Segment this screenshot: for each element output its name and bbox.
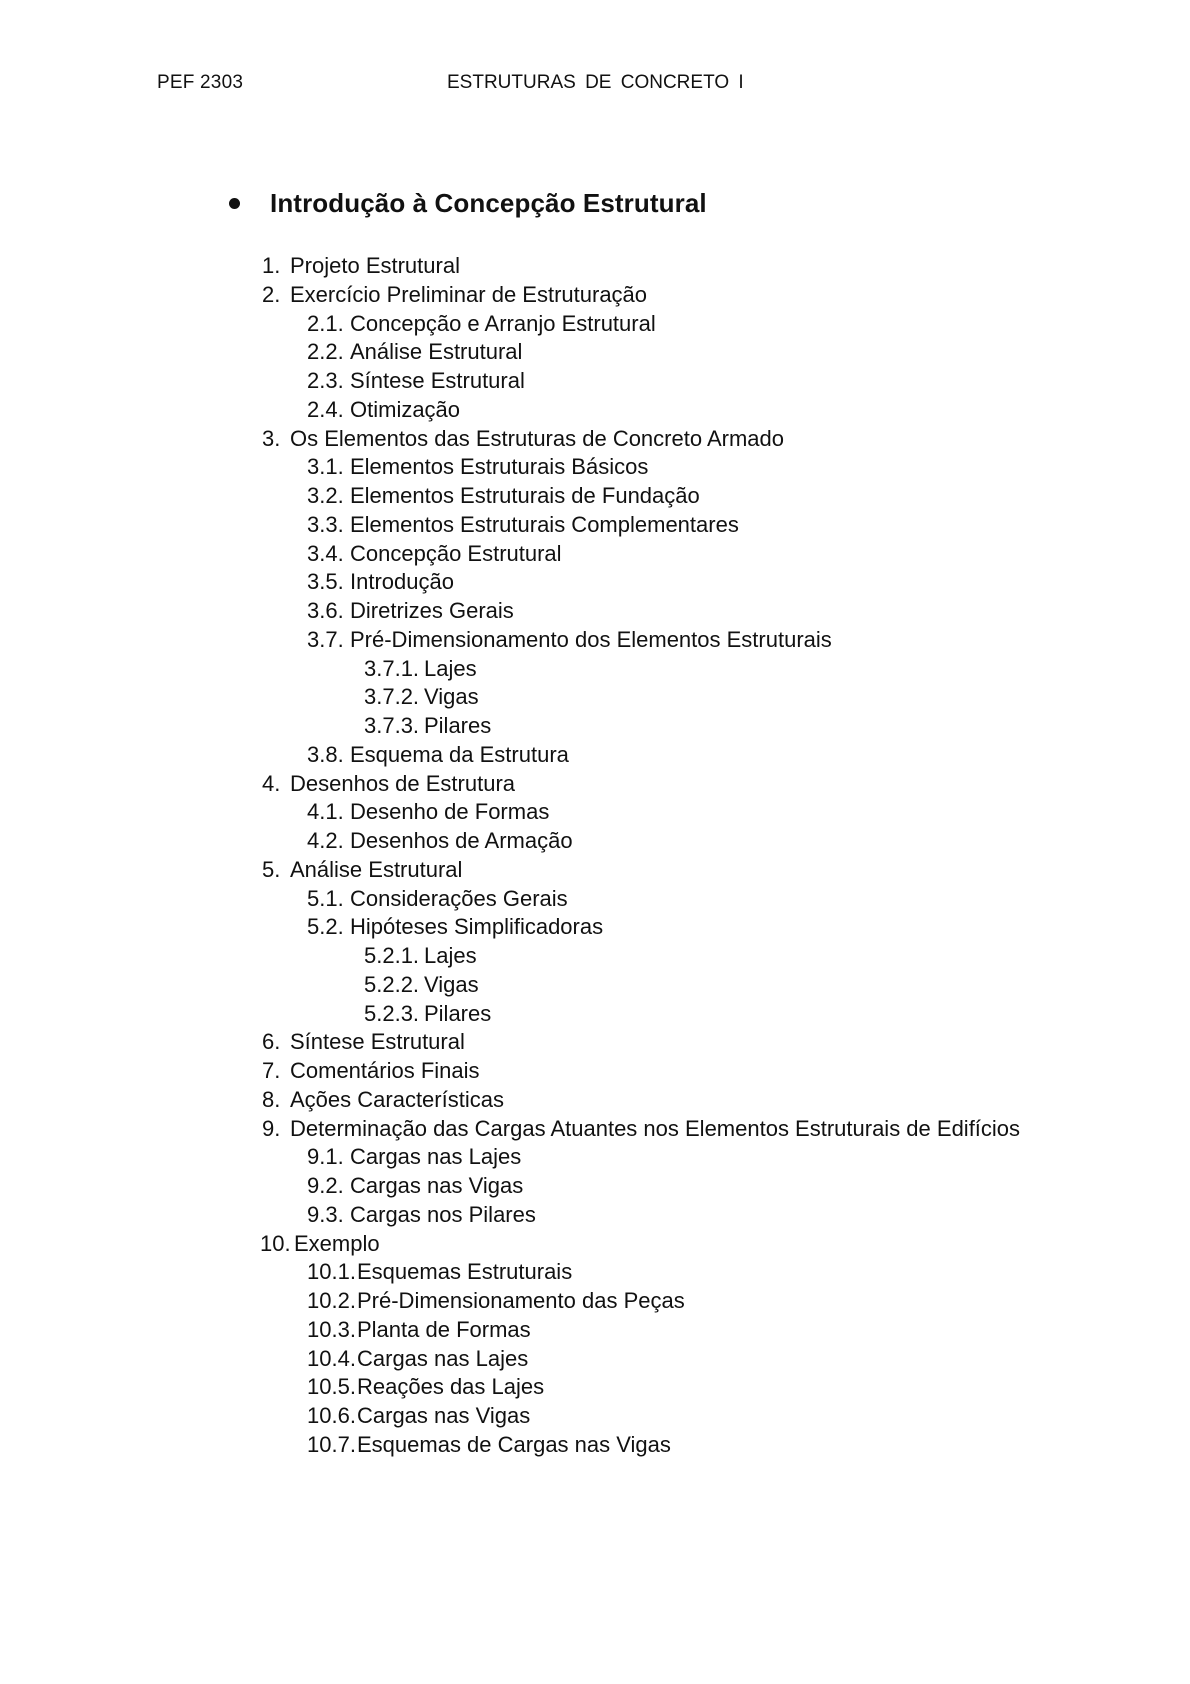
- toc-item-label: Cargas nos Pilares: [350, 1201, 536, 1227]
- toc-item-number: 10.6.: [307, 1403, 356, 1428]
- toc-item: [0, 1115, 1190, 1144]
- toc-item-number: 5.2.: [307, 914, 344, 940]
- toc-item: [0, 1402, 1190, 1431]
- toc-item: [0, 482, 1190, 511]
- toc-item: [0, 942, 1190, 971]
- toc-item: [0, 540, 1190, 569]
- section-title: Introdução à Concepção Estrutural: [270, 187, 707, 218]
- toc-item-label: Vigas: [424, 684, 479, 710]
- toc-item-number: 10.5.: [307, 1374, 356, 1400]
- toc-item-label: Cargas nas Vigas: [350, 1173, 524, 1198]
- toc-item-label: Introdução: [350, 569, 454, 595]
- toc-item-label: Esquemas Estruturais: [357, 1259, 573, 1285]
- toc-item-label: Desenho de Formas: [350, 799, 550, 825]
- table-of-contents: [0, 252, 1190, 1460]
- toc-item: [0, 1258, 1190, 1287]
- toc-item: [0, 1201, 1190, 1230]
- toc-item-number: 3.6.: [307, 598, 344, 623]
- toc-item-number: 3.4.: [307, 540, 344, 566]
- toc-item-label: Considerações Gerais: [350, 885, 568, 911]
- toc-item-label: Exercício Preliminar de Estruturação: [290, 281, 648, 307]
- toc-item: [0, 1172, 1190, 1201]
- toc-item-number: 9.: [262, 1115, 281, 1141]
- toc-item-label: Exemplo: [294, 1230, 380, 1256]
- toc-item: [0, 856, 1190, 885]
- toc-item: [0, 597, 1190, 626]
- toc-item: [0, 827, 1190, 856]
- toc-item-number: 9.1.: [307, 1144, 344, 1170]
- toc-item-label: Síntese Estrutural: [290, 1029, 465, 1055]
- toc-item-number: 5.2.2.: [364, 971, 420, 997]
- toc-item-number: 6.: [262, 1029, 281, 1055]
- course-title: ESTRUTURAS DE CONCRETO I: [447, 72, 744, 93]
- toc-item-number: 3.7.1.: [364, 655, 420, 681]
- toc-item: [0, 310, 1190, 339]
- toc-item-label: Análise Estrutural: [350, 339, 523, 365]
- toc-item-number: 3.7.2.: [364, 684, 420, 710]
- toc-item-number: 2.1.: [307, 310, 344, 336]
- toc-item: [0, 885, 1190, 914]
- toc-item-number: 2.3.: [307, 368, 344, 393]
- toc-item-label: Esquema da Estrutura: [350, 741, 569, 767]
- toc-item-number: 2.: [262, 281, 281, 307]
- toc-item: [0, 425, 1190, 454]
- toc-item-number: 3.7.: [307, 626, 344, 652]
- toc-item-label: Determinação das Cargas Atuantes nos Elementos Estruturais de Edifícios: [290, 1115, 1021, 1141]
- toc-item-number: 7.: [262, 1058, 281, 1083]
- toc-item-number: 3.5.: [307, 569, 344, 595]
- toc-item-label: Concepção e Arranjo Estrutural: [350, 310, 656, 336]
- toc-item-number: 4.: [262, 770, 281, 796]
- toc-item-label: Vigas: [424, 971, 479, 997]
- toc-item-label: Planta de Formas: [357, 1316, 531, 1342]
- bullet-icon: [229, 198, 240, 209]
- toc-item-number: 5.2.1.: [364, 943, 420, 968]
- toc-item-label: Análise Estrutural: [290, 856, 463, 882]
- toc-item: [0, 798, 1190, 827]
- toc-item-label: Pré-Dimensionamento dos Elementos Estruturais: [350, 626, 832, 652]
- toc-item-label: Reações das Lajes: [357, 1374, 545, 1400]
- toc-item-number: 9.2.: [307, 1173, 344, 1198]
- toc-item-number: 5.2.3.: [364, 1000, 420, 1026]
- toc-item-label: Pilares: [424, 1000, 492, 1026]
- toc-item-label: Comentários Finais: [290, 1058, 480, 1083]
- toc-item-number: 10.2.: [307, 1288, 356, 1313]
- toc-item: [0, 396, 1190, 425]
- toc-item: [0, 1057, 1190, 1086]
- toc-item: [0, 1143, 1190, 1172]
- toc-item-number: 3.1.: [307, 454, 344, 480]
- toc-item-number: 10.1.: [307, 1259, 356, 1285]
- toc-item-number: 3.3.: [307, 511, 344, 537]
- toc-item: [0, 1086, 1190, 1115]
- toc-item-label: Concepção Estrutural: [350, 540, 562, 566]
- toc-item-number: 3.: [262, 425, 281, 451]
- toc-item-label: Desenhos de Armação: [350, 828, 573, 853]
- toc-item-number: 4.1.: [307, 799, 344, 825]
- toc-item-number: 8.: [262, 1086, 281, 1112]
- toc-item-label: Esquemas de Cargas nas Vigas: [357, 1431, 671, 1457]
- toc-item: [0, 252, 1190, 281]
- toc-item: [0, 511, 1190, 540]
- toc-item-label: Cargas nas Lajes: [350, 1144, 522, 1170]
- toc-item-label: Cargas nas Lajes: [357, 1345, 529, 1371]
- toc-item-label: Lajes: [424, 943, 477, 968]
- toc-item-number: 5.: [262, 856, 281, 882]
- toc-item: [0, 741, 1190, 770]
- toc-item: [0, 1345, 1190, 1374]
- toc-item: [0, 626, 1190, 655]
- toc-item-label: Cargas nas Vigas: [357, 1403, 531, 1428]
- toc-item-number: 3.8.: [307, 741, 344, 767]
- toc-item: [0, 1000, 1190, 1029]
- toc-item: [0, 1431, 1190, 1460]
- toc-item: [0, 683, 1190, 712]
- toc-item: [0, 338, 1190, 367]
- toc-item-label: Síntese Estrutural: [350, 368, 525, 393]
- toc-item-number: 9.3.: [307, 1201, 344, 1227]
- toc-item: [0, 1028, 1190, 1057]
- toc-item-number: 10.: [260, 1230, 291, 1256]
- toc-item-label: Otimização: [350, 396, 461, 422]
- toc-item-label: Os Elementos das Estruturas de Concreto Armado: [290, 425, 785, 451]
- toc-item-number: 2.4.: [307, 396, 344, 422]
- toc-item-label: Ações Características: [290, 1086, 504, 1112]
- toc-item: [0, 971, 1190, 1000]
- course-code: PEF 2303: [157, 72, 244, 93]
- toc-item-label: Desenhos de Estrutura: [290, 770, 516, 796]
- toc-item: [0, 1373, 1190, 1402]
- toc-item-number: 5.1.: [307, 885, 344, 911]
- toc-item: [0, 770, 1190, 799]
- toc-item: [0, 1230, 1190, 1259]
- toc-item-label: Pilares: [424, 713, 492, 738]
- toc-item-label: Pré-Dimensionamento das Peças: [357, 1288, 685, 1313]
- toc-item: [0, 281, 1190, 310]
- toc-item-number: 3.2.: [307, 483, 344, 508]
- toc-item-label: Hipóteses Simplificadoras: [350, 914, 604, 940]
- toc-item: [0, 655, 1190, 684]
- toc-item-number: 2.2.: [307, 339, 344, 365]
- toc-item-label: Diretrizes Gerais: [350, 598, 514, 623]
- toc-item-number: 1.: [262, 253, 281, 278]
- toc-item: [0, 367, 1190, 396]
- section-heading: [222, 186, 1152, 220]
- toc-item-number: 3.7.3.: [364, 713, 420, 738]
- toc-item: [0, 1287, 1190, 1316]
- toc-item: [0, 712, 1190, 741]
- toc-item: [0, 1316, 1190, 1345]
- toc-item: [0, 568, 1190, 597]
- toc-item-label: Elementos Estruturais de Fundação: [350, 483, 700, 508]
- toc-item-label: Elementos Estruturais Complementares: [350, 511, 739, 537]
- toc-item-number: 10.3.: [307, 1316, 356, 1342]
- toc-item-number: 4.2.: [307, 828, 344, 853]
- toc-item-number: 10.4.: [307, 1345, 356, 1371]
- toc-item: [0, 913, 1190, 942]
- toc-item-label: Lajes: [424, 655, 477, 681]
- toc-item-number: 10.7.: [307, 1431, 356, 1457]
- toc-item-label: Projeto Estrutural: [290, 253, 460, 278]
- toc-item: [0, 453, 1190, 482]
- toc-item-label: Elementos Estruturais Básicos: [350, 454, 649, 480]
